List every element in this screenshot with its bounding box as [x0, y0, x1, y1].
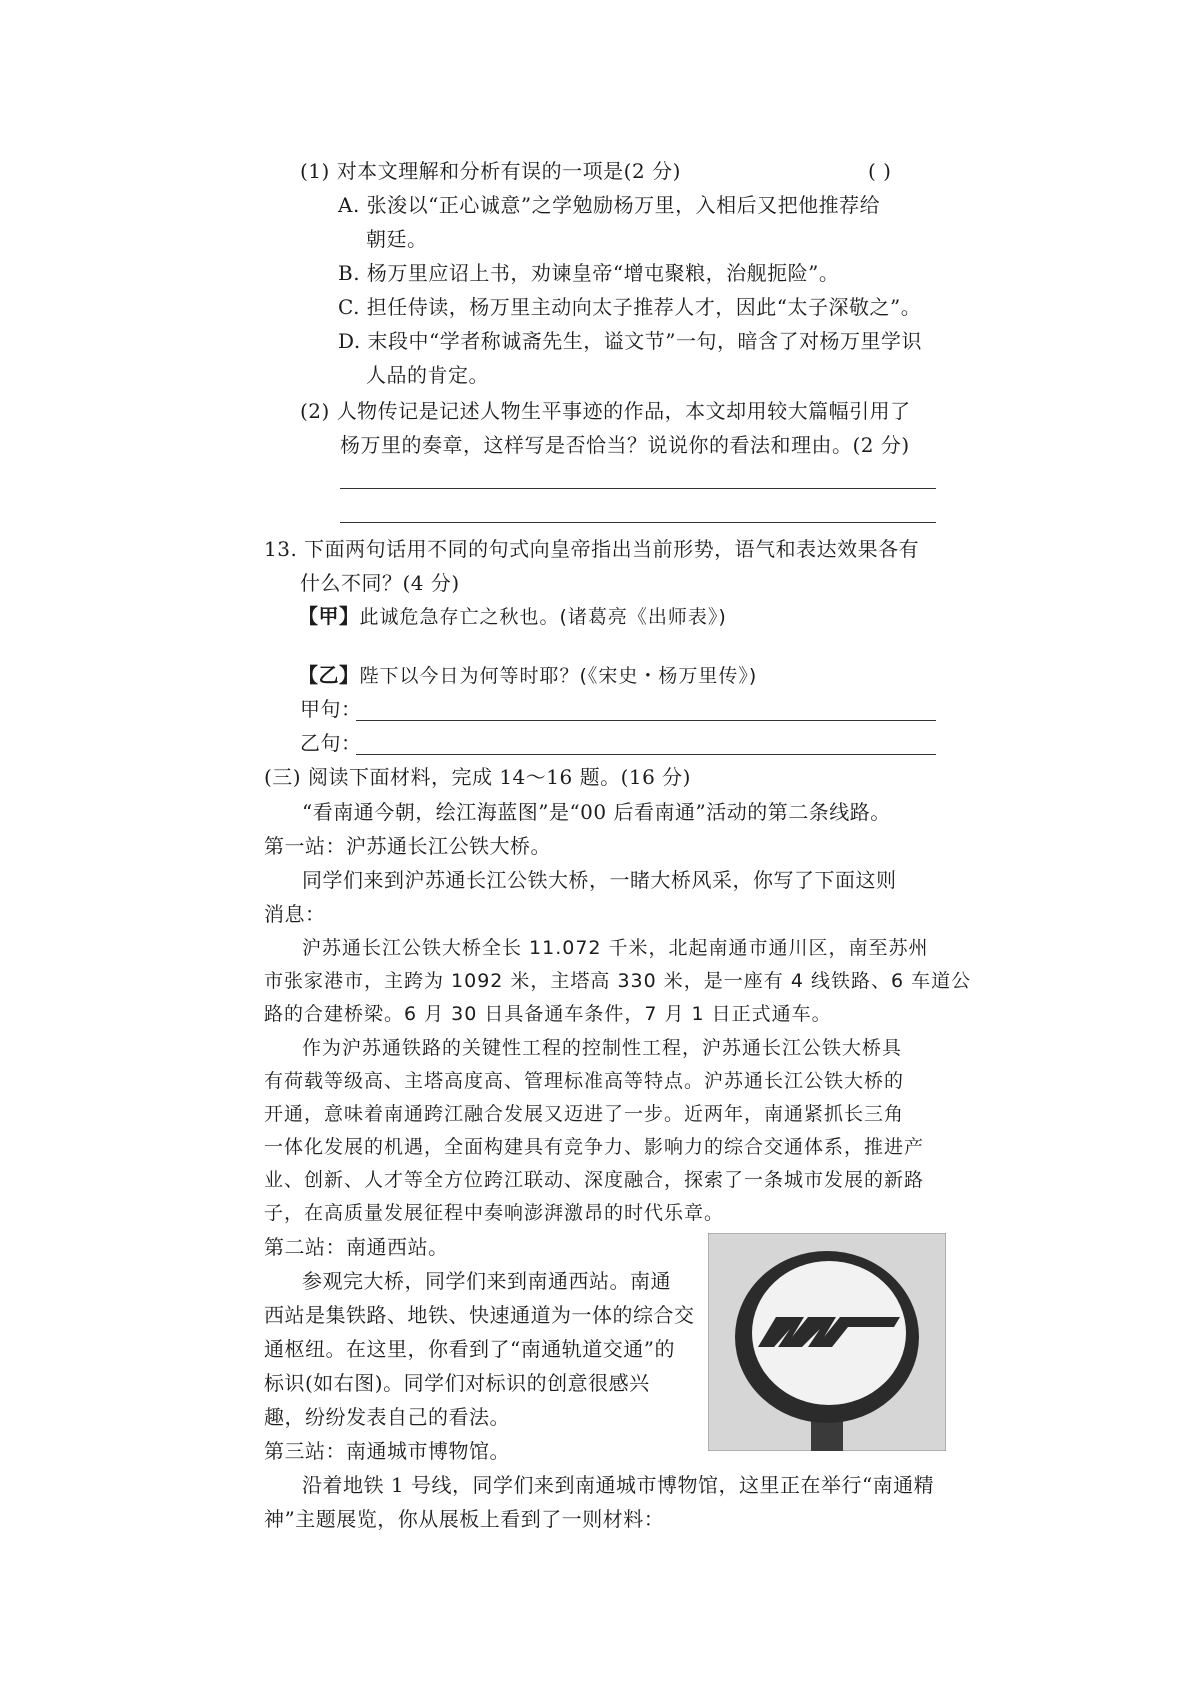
- q12-sub2-line1: (2) 人物传记是记述人物生平事迹的作品，本文却用较大篇幅引用了: [300, 399, 911, 423]
- sentence-yi: [298, 660, 757, 691]
- news-line: 子，在高质量发展征程中奏响澎湃激昂的时代乐章。: [264, 1202, 725, 1224]
- station-2-line: 标识(如右图)。同学们对标识的创意很感兴: [264, 1371, 650, 1395]
- station-2-line: 西站是集铁路、地铁、快速通道为一体的综合交: [264, 1303, 695, 1327]
- jia-text: 此诚危急存亡之秋也。(诸葛亮《出师表》): [359, 606, 727, 628]
- jia-tag: 【甲】: [298, 604, 360, 628]
- news-line: 路的合建桥梁。6 月 30 日具备通车条件，7 月 1 日正式通车。: [264, 1003, 832, 1025]
- news-line: 有荷载等级高、主塔高度高、管理标准高等特点。沪苏通长江公铁大桥的: [264, 1070, 905, 1092]
- station-3-line1: 沿着地铁 1 号线，同学们来到南通城市博物馆，这里正在举行“南通精: [302, 1473, 935, 1497]
- sentence-jia: [298, 601, 727, 632]
- news-line: 沪苏通长江公铁大桥全长 11.072 千米，北起南通市通川区，南至苏州: [302, 937, 929, 959]
- yi-answer-line[interactable]: [356, 754, 936, 755]
- answer-line[interactable]: [340, 522, 936, 523]
- option-d-cont: 人品的肯定。: [366, 363, 489, 387]
- nantong-rail-transit-logo: [708, 1233, 946, 1451]
- yi-text: 陛下以今日为何等时耶？(《宋史・杨万里传》): [359, 665, 758, 687]
- q12-sub1-stem: (1) 对本文理解和分析有误的一项是(2 分): [300, 159, 681, 183]
- answer-bracket: ( ): [868, 159, 892, 183]
- station-2-line: 参观完大桥，同学们来到南通西站。南通: [302, 1269, 671, 1293]
- news-line: 开通，意味着南通跨江融合发展又迈进了一步。近两年，南通紧抓长三角: [264, 1103, 905, 1125]
- news-line: 业、创新、人才等全方位跨江联动、深度融合，探索了一条城市发展的新路: [264, 1169, 925, 1191]
- q13-stem-line1: 13. 下面两句话用不同的句式向皇帝指出当前形势，语气和表达效果各有: [264, 537, 920, 561]
- yi-tag: 【乙】: [298, 663, 360, 687]
- option-a: A. 张浚以“正心诚意”之学勉励杨万里，入相后又把他推荐给: [338, 193, 881, 217]
- station-1-para-line2: 消息：: [264, 902, 326, 926]
- q12-sub2-line2: 杨万里的奏章，这样写是否恰当？说说你的看法和理由。(2 分): [340, 433, 910, 457]
- station-2-line: 通枢纽。在这里，你看到了“南通轨道交通”的: [264, 1337, 675, 1361]
- news-line: 作为沪苏通铁路的关键性工程的控制性工程，沪苏通长江公铁大桥具: [302, 1037, 903, 1059]
- station-1: 第一站：沪苏通长江公铁大桥。: [264, 834, 551, 858]
- part3-intro: “看南通今朝，绘江海蓝图”是“00 后看南通”活动的第二条线路。: [302, 800, 891, 824]
- news-line: 市张家港市，主跨为 1092 米，主塔高 330 米，是一座有 4 线铁路、6 车道公: [264, 970, 972, 992]
- jia-answer-line[interactable]: [356, 720, 936, 721]
- q13-stem-line2: 什么不同？(4 分): [300, 571, 460, 595]
- part3-heading: (三) 阅读下面材料，完成 14～16 题。(16 分): [264, 765, 691, 789]
- option-a-cont: 朝廷。: [366, 227, 428, 251]
- station-3-line2: 神”主题展览，你从展板上看到了一则材料：: [264, 1507, 665, 1531]
- yi-answer-label: 乙句：: [300, 731, 362, 755]
- station-1-para-line1: 同学们来到沪苏通长江公铁大桥，一睹大桥风采，你写了下面这则: [302, 868, 897, 892]
- station-2: 第二站：南通西站。: [264, 1235, 449, 1259]
- answer-line[interactable]: [340, 488, 936, 489]
- station-2-line: 趣，纷纷发表自己的看法。: [264, 1405, 510, 1429]
- option-d: D. 末段中“学者称诚斋先生，谥文节”一句，暗含了对杨万里学识: [338, 329, 922, 353]
- option-b: B. 杨万里应诏上书，劝谏皇帝“增屯聚粮，治舰扼险”。: [338, 261, 840, 285]
- station-3: 第三站：南通城市博物馆。: [264, 1439, 510, 1463]
- option-c: C. 担任侍读，杨万里主动向太子推荐人才，因此“太子深敬之”。: [338, 295, 922, 319]
- jia-answer-label: 甲句：: [300, 697, 362, 721]
- news-line: 一体化发展的机遇，全面构建具有竞争力、影响力的综合交通体系，推进产: [264, 1136, 925, 1158]
